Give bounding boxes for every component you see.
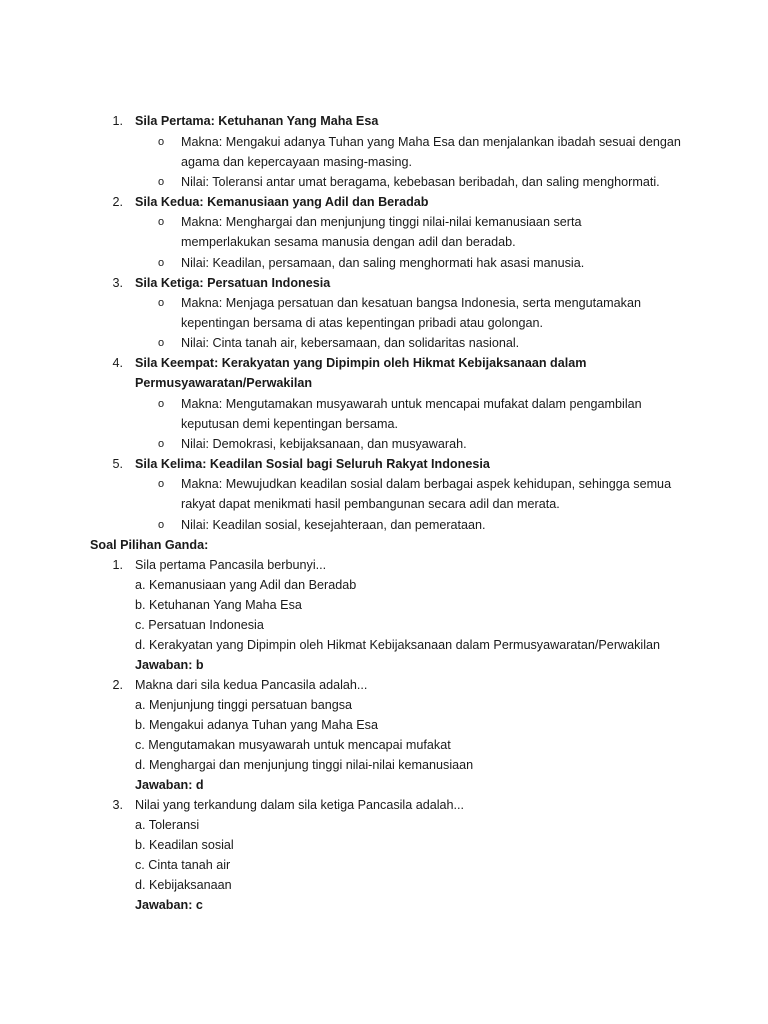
bullet-marker: o (158, 337, 165, 349)
sila-nilai: Nilai: Toleransi antar umat beragama, kebebasan beribadah, dan saling menghormati. (181, 175, 660, 189)
sila-nilai: Nilai: Demokrasi, kebijaksanaan, dan musyawarah. (181, 437, 467, 451)
sila-nilai: Nilai: Keadilan, persamaan, dan saling menghormati hak asasi manusia. (181, 256, 585, 270)
option-c: c. Persatuan Indonesia (135, 618, 264, 632)
question-text: Nilai yang terkandung dalam sila ketiga Pancasila adalah... (135, 798, 465, 812)
option-d: d. Menghargai dan menjunjung tinggi nilai-nilai kemanusiaan (135, 758, 474, 772)
sila-number: 4. (112, 356, 123, 370)
sila-title: Sila Kedua: Kemanusiaan yang Adil dan Beradab (135, 195, 429, 209)
option-d: d. Kebijaksanaan (135, 878, 232, 892)
option-a: a. Toleransi (135, 818, 200, 832)
sila-makna-cont: kepentingan bersama di atas kepentingan pribadi atau golongan. (181, 316, 543, 330)
sila-number: 2. (112, 195, 123, 209)
option-d: d. Kerakyatan yang Dipimpin oleh Hikmat Kebijaksanaan dalam Permusyawaratan/Perwakilan (135, 638, 661, 652)
option-b: b. Keadilan sosial (135, 838, 234, 852)
sila-makna-cont: rakyat dapat menikmati hasil pembangunan secara adil dan merata. (181, 497, 560, 511)
sila-makna: Makna: Mengakui adanya Tuhan yang Maha Esa dan menjalankan ibadah sesuai dengan (181, 135, 681, 149)
question-number: 1. (112, 558, 123, 572)
option-b: b. Ketuhanan Yang Maha Esa (135, 598, 302, 612)
answer-key: Jawaban: d (135, 778, 204, 792)
sila-title: Sila Ketiga: Persatuan Indonesia (135, 276, 331, 290)
question-text: Sila pertama Pancasila berbunyi... (135, 558, 327, 572)
sila-number: 3. (112, 276, 123, 290)
sila-makna-cont: agama dan kepercayaan masing-masing. (181, 155, 413, 169)
question-number: 3. (112, 798, 123, 812)
sila-title: Sila Kelima: Keadilan Sosial bagi Seluruh Rakyat Indonesia (135, 457, 490, 471)
bullet-marker: o (158, 136, 165, 148)
answer-key: Jawaban: c (135, 898, 203, 912)
sila-makna-cont: keputusan demi kepentingan bersama. (181, 417, 399, 431)
sila-title-cont: Permusyawaratan/Perwakilan (135, 376, 313, 390)
bullet-marker: o (158, 438, 165, 450)
bullet-marker: o (158, 216, 165, 228)
question-number: 2. (112, 678, 123, 692)
sila-nilai: Nilai: Cinta tanah air, kebersamaan, dan solidaritas nasional. (181, 336, 520, 350)
bullet-marker: o (158, 478, 165, 490)
bullet-marker: o (158, 398, 165, 410)
question-text: Makna dari sila kedua Pancasila adalah... (135, 678, 368, 692)
bullet-marker: o (158, 519, 165, 531)
option-a: a. Kemanusiaan yang Adil dan Beradab (135, 578, 357, 592)
sila-makna: Makna: Menghargai dan menjunjung tinggi nilai-nilai kemanusiaan serta (181, 215, 582, 229)
bullet-marker: o (158, 257, 165, 269)
sila-makna: Makna: Mewujudkan keadilan sosial dalam berbagai aspek kehidupan, sehingga semua (181, 477, 672, 491)
option-c: c. Cinta tanah air (135, 858, 231, 872)
sila-nilai: Nilai: Keadilan sosial, kesejahteraan, dan pemerataan. (181, 518, 486, 532)
sila-makna: Makna: Mengutamakan musyawarah untuk mencapai mufakat dalam pengambilan (181, 397, 642, 411)
sila-number: 5. (112, 457, 123, 471)
option-b: b. Mengakui adanya Tuhan yang Maha Esa (135, 718, 378, 732)
quiz-heading: Soal Pilihan Ganda: (90, 538, 209, 552)
sila-makna: Makna: Menjaga persatuan dan kesatuan bangsa Indonesia, serta mengutamakan (181, 296, 641, 310)
sila-title: Sila Pertama: Ketuhanan Yang Maha Esa (135, 114, 379, 128)
option-a: a. Menjunjung tinggi persatuan bangsa (135, 698, 353, 712)
bullet-marker: o (158, 176, 165, 188)
sila-number: 1. (112, 114, 123, 128)
option-c: c. Mengutamakan musyawarah untuk mencapai mufakat (135, 738, 451, 752)
answer-key: Jawaban: b (135, 658, 204, 672)
sila-title: Sila Keempat: Kerakyatan yang Dipimpin oleh Hikmat Kebijaksanaan dalam (135, 356, 587, 370)
sila-makna-cont: memperlakukan sesama manusia dengan adil dan beradab. (181, 235, 516, 249)
bullet-marker: o (158, 297, 165, 309)
